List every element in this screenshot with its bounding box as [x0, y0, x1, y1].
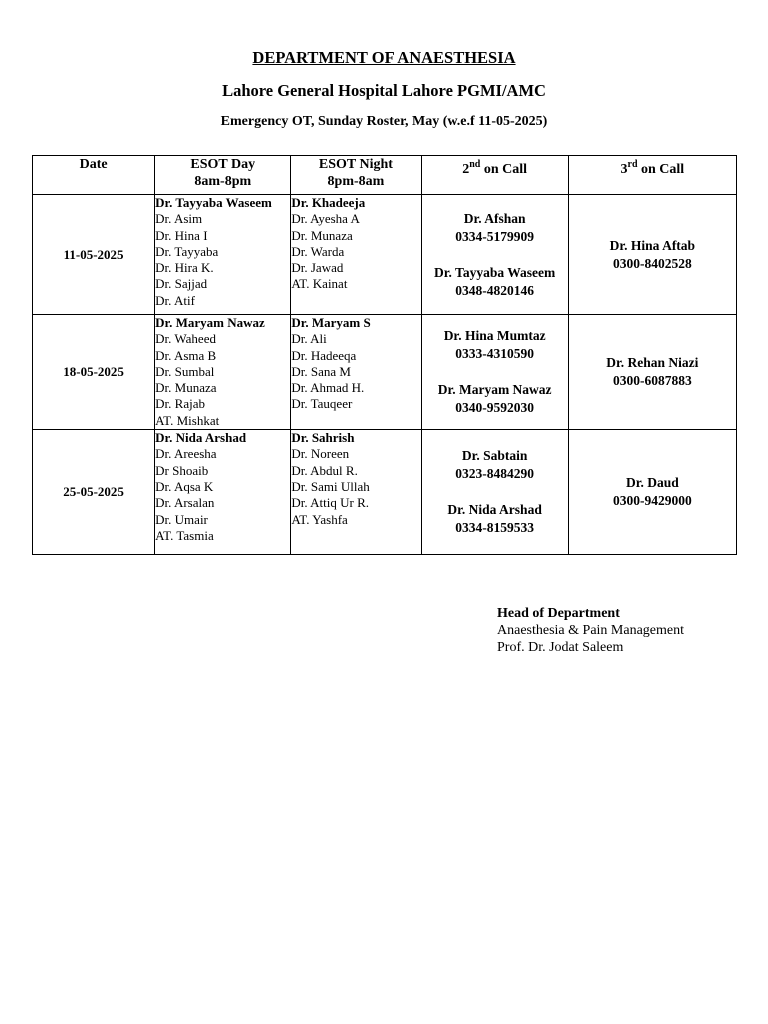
header-second-text: on Call	[480, 162, 528, 177]
staff-name-lead: Dr. Maryam Nawaz	[155, 315, 265, 330]
on-call-phone: 0334-5179909	[455, 228, 534, 244]
staff-name: Dr. Sana M	[291, 363, 351, 379]
roster-table	[32, 155, 737, 555]
on-call-phone: 0300-6087883	[612, 373, 692, 389]
on-call-phone: 0323-8484290	[455, 466, 534, 482]
staff-name-lead: Dr. Tayyaba Waseem	[155, 195, 272, 210]
hospital-heading: Lahore General Hospital Lahore PGMI/AMC	[222, 81, 546, 100]
staff-name: Dr. Munaza	[291, 227, 353, 243]
staff-name: Dr. Munaza	[155, 380, 217, 396]
third-on-call-cell	[568, 195, 736, 315]
staff-name: Dr. Umair	[155, 511, 208, 527]
spacer	[422, 246, 568, 264]
staff-name: Dr. Ali	[291, 331, 327, 347]
header-second-num: 2	[462, 162, 470, 177]
signature-block	[497, 605, 684, 656]
table-row	[33, 430, 737, 555]
staff-name: Dr. Asim	[155, 211, 203, 227]
staff-name-lead: Dr. Khadeeja	[291, 195, 366, 210]
on-call-name: Dr. Rehan Niazi	[606, 355, 699, 371]
on-call-name: Dr. Maryam Nawaz	[437, 382, 552, 398]
department-heading: DEPARTMENT OF ANAESTHESIA	[252, 48, 516, 67]
header-esot-day-label: ESOT Day	[190, 157, 256, 172]
on-call-name: Dr. Tayyaba Waseem	[434, 264, 556, 280]
on-call-phone: 0333-4310590	[455, 346, 534, 362]
header-third-sup: rd	[627, 159, 638, 170]
on-call-phone: 0300-9429000	[612, 493, 692, 509]
staff-name: AT. Kainat	[291, 276, 348, 292]
header-esot-day	[155, 156, 291, 195]
on-call-name: Dr. Nida Arshad	[447, 502, 542, 518]
staff-name: AT. Mishkat	[155, 412, 220, 428]
roster-title: Emergency OT, Sunday Roster, May (w.e.f 11-05-2025)	[220, 114, 548, 129]
second-on-call-cell	[421, 195, 568, 315]
staff-name-lead: Dr. Maryam S	[291, 315, 371, 330]
staff-name: Dr. Attiq Ur R.	[291, 495, 370, 511]
on-call-name: Dr. Hina Aftab	[609, 237, 696, 253]
staff-name: Dr. Arsalan	[155, 495, 215, 511]
on-call-name: Dr. Sabtain	[461, 448, 528, 464]
second-on-call-cell	[421, 430, 568, 555]
staff-name: Dr Shoaib	[155, 462, 209, 478]
third-on-call-cell	[568, 315, 736, 430]
esot-night-cell	[291, 195, 421, 315]
staff-name: Dr. Jawad	[291, 260, 344, 276]
staff-name: Dr. Hina I	[155, 227, 208, 243]
staff-name: Dr. Ayesha A	[291, 211, 360, 227]
staff-name: Dr. Warda	[291, 243, 345, 259]
staff-name: Dr. Asma B	[155, 347, 217, 363]
staff-name: Dr. Hira K.	[155, 260, 214, 276]
header-second-on-call	[421, 156, 568, 195]
staff-name: Dr. Tayyaba	[155, 243, 219, 259]
staff-name: Dr. Sumbal	[155, 363, 215, 379]
staff-name-lead: Dr. Nida Arshad	[155, 430, 247, 446]
header-date-label: Date	[79, 157, 108, 172]
esot-night-cell	[291, 430, 421, 555]
header-third-on-call-label	[569, 156, 736, 178]
header-third-num: 3	[620, 162, 628, 177]
third-on-call-cell	[568, 430, 736, 555]
on-call-name: Dr. Hina Mumtaz	[443, 328, 546, 344]
staff-name: Dr. Areesha	[155, 446, 217, 462]
staff-name: Dr. Aqsa K	[155, 478, 214, 494]
on-call-phone: 0334-8159533	[455, 520, 534, 536]
signature-title: Head of Department	[497, 606, 620, 621]
header-esot-night-time: 8pm-8am	[327, 174, 385, 189]
staff-name: Dr. Sajjad	[155, 276, 208, 292]
staff-name: Dr. Atif	[155, 292, 195, 308]
table-row	[33, 195, 737, 315]
header-date	[33, 156, 155, 195]
esot-day-cell	[155, 315, 291, 430]
on-call-phone: 0340-9592030	[455, 400, 534, 416]
table-row	[33, 315, 737, 430]
esot-day-cell	[155, 430, 291, 555]
on-call-phone: 0348-4820146	[455, 282, 534, 298]
header-third-text: on Call	[637, 162, 685, 177]
staff-name: AT. Tasmia	[155, 527, 214, 543]
on-call-phone: 0300-8402528	[612, 255, 692, 271]
esot-day-cell	[155, 195, 291, 315]
date-cell: 18-05-2025	[33, 315, 155, 430]
on-call-name: Dr. Afshan	[463, 210, 526, 226]
signature-department: Anaesthesia & Pain Management	[497, 623, 685, 638]
staff-name: Dr. Tauqeer	[291, 396, 353, 412]
staff-name: Dr. Hadeeqa	[291, 347, 357, 363]
esot-night-cell	[291, 315, 421, 430]
spacer	[422, 363, 568, 381]
staff-name: Dr. Noreen	[291, 446, 350, 462]
header-esot-night-label: ESOT Night	[318, 157, 393, 172]
header-esot-day-time: 8am-8pm	[194, 174, 252, 189]
staff-name: Dr. Ahmad H.	[291, 380, 365, 396]
staff-name: AT. Yashfa	[291, 511, 348, 527]
signature-name: Prof. Dr. Jodat Saleem	[497, 640, 624, 655]
on-call-name: Dr. Daud	[625, 475, 679, 491]
date-cell: 25-05-2025	[33, 430, 155, 555]
header-second-on-call-label	[422, 156, 568, 178]
header-third-on-call	[568, 156, 736, 195]
staff-name: Dr. Sami Ullah	[291, 478, 370, 494]
header-second-sup: nd	[469, 159, 481, 170]
staff-name: Dr. Rajab	[155, 396, 205, 412]
spacer	[422, 483, 568, 501]
table-header-row	[33, 156, 737, 195]
second-on-call-cell	[421, 315, 568, 430]
date-cell: 11-05-2025	[33, 195, 155, 315]
staff-name: Dr. Abdul R.	[291, 462, 358, 478]
staff-name-lead: Dr. Sahrish	[291, 430, 355, 446]
staff-name: Dr. Waheed	[155, 331, 216, 347]
header-esot-night	[291, 156, 421, 195]
